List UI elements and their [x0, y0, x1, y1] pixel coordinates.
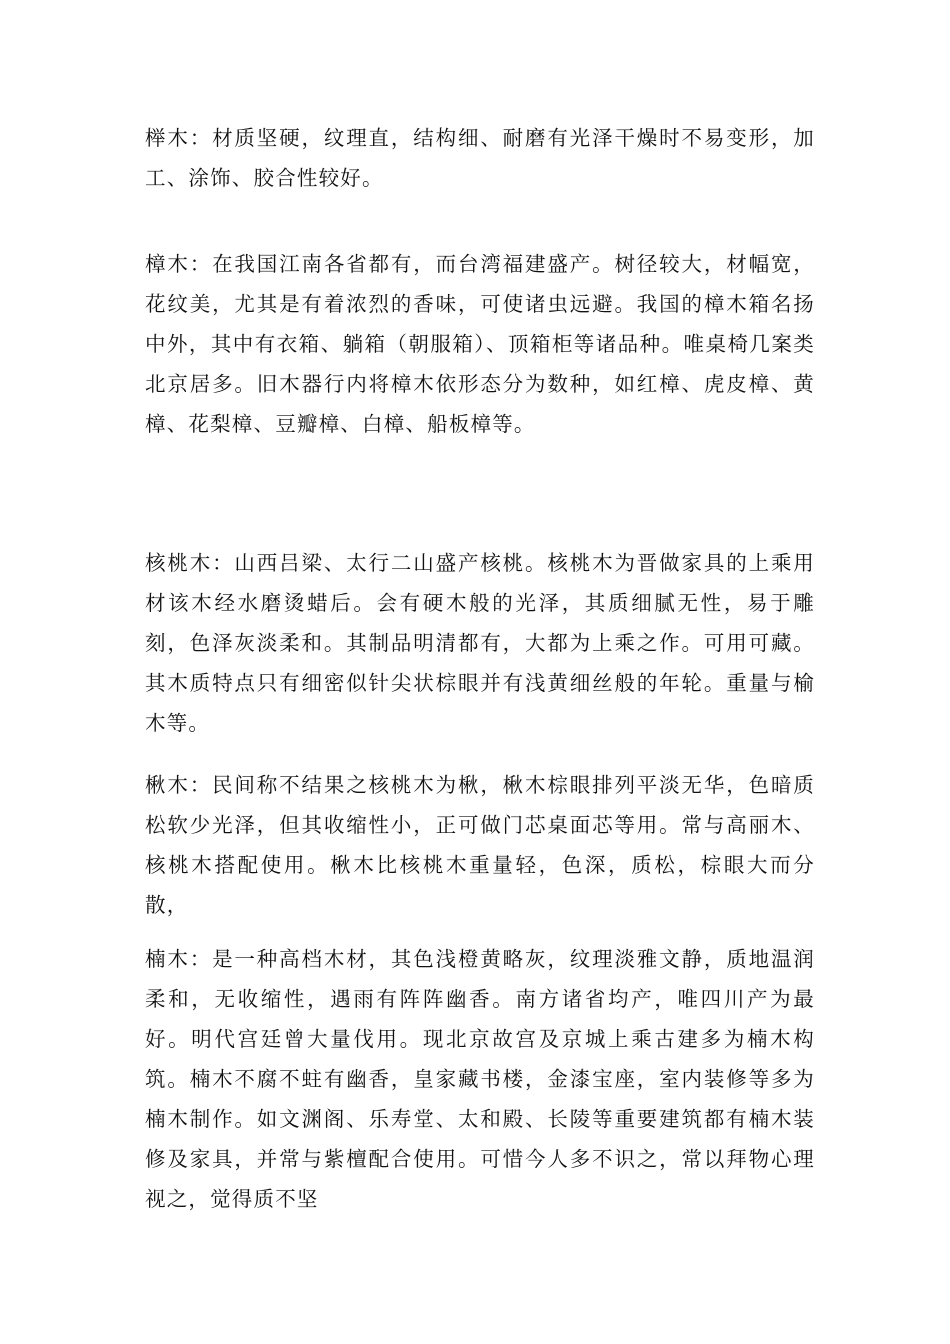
- paragraph-catalpa-wood: 楸木：民间称不结果之核桃木为楸，楸木棕眼排列平淡无华，色暗质松软少光泽，但其收缩性小，正可做门芯桌面芯等用。常与高丽木、核桃木搭配使用。楸木比核桃木重量轻，色深，质松，棕眼大而分散，: [145, 773, 815, 917]
- paragraph-camphor-wood: 樟木：在我国江南各省都有，而台湾福建盛产。树径较大，材幅宽，花纹美，尤其是有着浓烈的香味，可使诸虫远避。我国的樟木箱名扬中外，其中有衣箱、躺箱（朝服箱）、顶箱柜等诸品种。唯桌椅几案类北京居多。旧木器行内将樟木依形态分为数种，如红樟、虎皮樟、黄樟、花梨樟、豆瓣樟、白樟、船板樟等。: [145, 252, 815, 436]
- paragraph-beech-wood: 榉木：材质坚硬，纹理直，结构细、耐磨有光泽干燥时不易变形，加工、涂饰、胶合性较好。: [145, 126, 815, 190]
- paragraph-nanmu-wood: 楠木：是一种高档木材，其色浅橙黄略灰，纹理淡雅文静，质地温润柔和，无收缩性，遇雨有阵阵幽香。南方诸省均产，唯四川产为最好。明代宫廷曾大量伐用。现北京故宫及京城上乘古建多为楠木构筑。楠木不腐不蛀有幽香，皇家藏书楼，金漆宝座，室内装修等多为楠木制作。如文渊阁、乐寿堂、太和殿、长陵等重要建筑都有楠木装修及家具，并常与紫檀配合使用。可惜今人多不识之，常以拜物心理视之，觉得质不坚: [145, 947, 815, 1211]
- paragraph-walnut-wood: 核桃木：山西吕梁、太行二山盛产核桃。核桃木为晋做家具的上乘用材该木经水磨烫蜡后。会有硬木般的光泽，其质细腻无性，易于雕刻，色泽灰淡柔和。其制品明清都有，大都为上乘之作。可用可藏。其木质特点只有细密似针尖状棕眼并有浅黄细丝般的年轮。重量与榆木等。: [145, 551, 815, 735]
